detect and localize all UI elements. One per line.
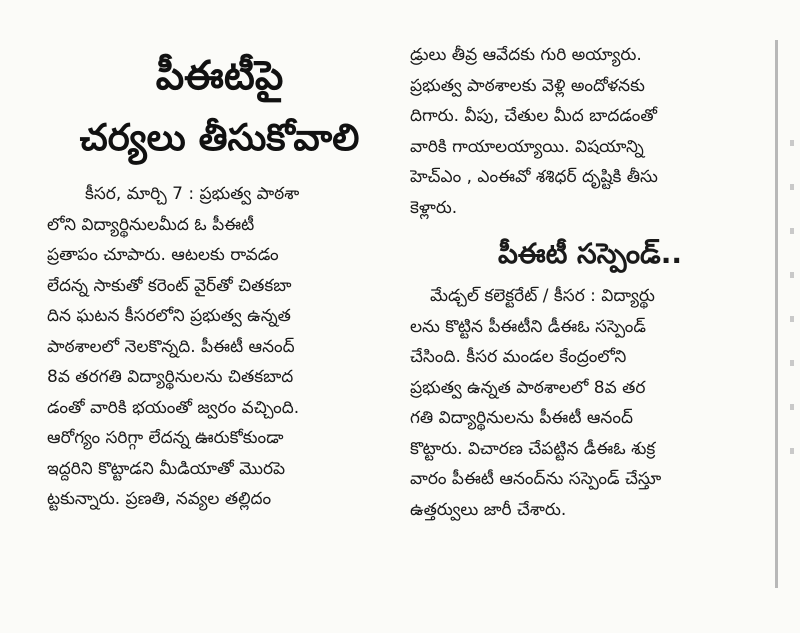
column-rule [775,40,778,588]
text-line: ఇద్దరిని కొట్టాడని మీడియాతో మొరపె [47,458,286,479]
text-line: కీసర, మార్చి 7 : ప్రభుత్వ పాఠశా [85,184,300,204]
left-article [47,45,392,515]
text-line: పాఠశాలలో నెలకొన్నది. పీఈటీ ఆనంద్ [47,336,295,357]
text-line: దిగారు. వీపు, చేతుల మీద బాదడంతో [410,106,657,126]
headline-line-1: పీఈటీపై [155,53,284,99]
text-line: దిన ఘటన కీసరలోని ప్రభుత్వ ఉన్నత [47,306,291,326]
left-article-body [47,179,392,515]
text-line: లేదన్న సాకుతో కరెంట్ వైర్‌తో చితకబా [47,275,292,296]
headline [47,45,392,169]
text-line: వారికి గాయాలయ్యాయి. విషయాన్ని [410,136,644,157]
text-line: 8వ తరగతి విద్యార్థినులను చితకబాద [47,367,294,387]
text-line: లను కొట్టిన పీఈటీని డీఈఓ సస్పెండ్ [410,316,646,337]
text-line: డంతో వారికి భయంతో జ్వరం వచ్చింది. [47,397,300,418]
text-line: కొట్టారు. విచారణ చేపట్టిన డీఈఓ శుక్ర [410,438,656,459]
text-line: గతి విద్యార్థినులను పీఈటీ ఆనంద్ [410,408,633,428]
margin-marks [790,140,794,470]
text-line: మేడ్చల్ కలెక్టరేట్ / కీసర : విద్యార్థు [430,286,655,306]
text-line: వారం పీఈటీ ఆనంద్‌ను సస్పెండ్ చేస్తూ [410,469,662,489]
text-line: ప్రభుత్వ ఉన్నత పాఠశాలలో 8వ తర [410,377,646,398]
text-line: ప్రతాపం చూపారు. ఆటలకు రావడం [47,245,279,265]
text-line: కెళ్లారు. [410,197,458,218]
right-article-body-top [410,40,770,223]
text-line: ఉత్తర్వులు జారీ చేశారు. [410,499,567,520]
right-article-body-bottom [410,281,770,525]
headline-line-2: చర్యలు తీసుకోవాలి [79,116,360,159]
text-line: ఆరోగ్యం సరిగ్గా లేదన్న ఊరుకోకుండా [47,428,284,448]
text-line: లోని విద్యార్థినులమీద ఓ పీఈటీ [47,214,255,235]
text-line: డ్రులు తీవ్ర ఆవేదకు గురి అయ్యారు. [410,45,642,65]
subheading: పీఈటీ సస్పెండ్.. [497,237,683,270]
text-line: హెచ్‌ఎం , ఎంఈవో శశిధర్ దృష్టికి తీసు [410,167,658,187]
text-line: చేసింది. కీసర మండల కేంద్రంలోని [410,347,627,367]
text-line: ట్టకున్నారు. ప్రణతి, నవ్యల తల్లిదం [47,489,272,509]
right-article [410,40,770,525]
text-line: ప్రభుత్వ పాఠశాలకు వెళ్లి అందోళనకు [410,75,645,96]
